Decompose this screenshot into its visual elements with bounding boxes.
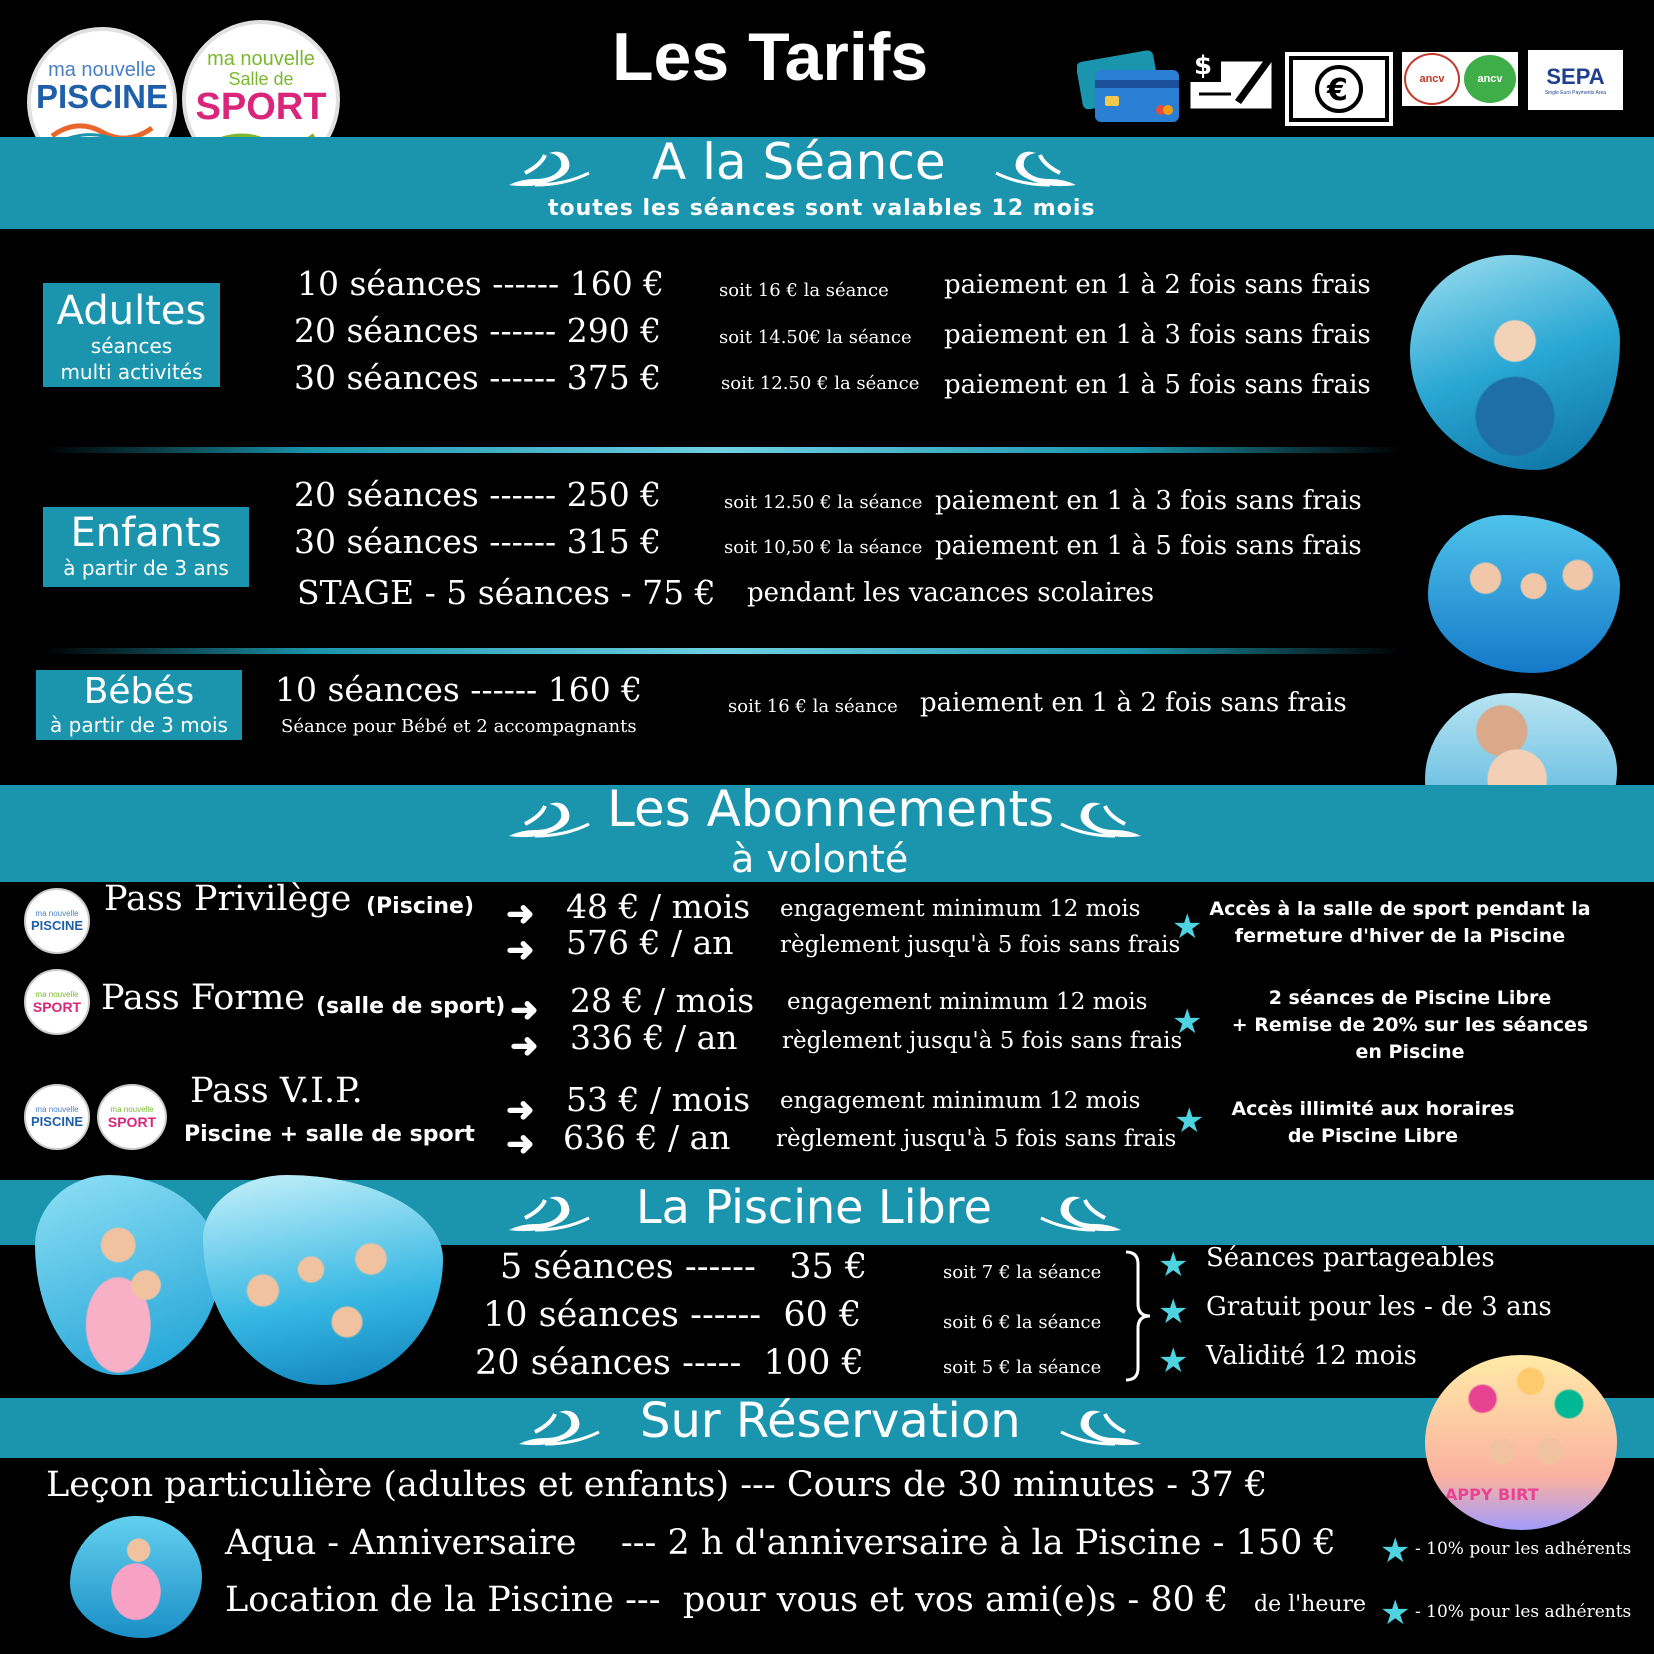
photo-children bbox=[1428, 515, 1620, 673]
logo-piscine-small-line1: ma nouvelle bbox=[35, 909, 79, 918]
category-enfants bbox=[43, 507, 249, 587]
star-icon: ★ bbox=[1172, 1002, 1203, 1042]
category-adultes-label: Adultes bbox=[56, 288, 207, 334]
pass-vip-tag: Piscine + salle de sport bbox=[184, 1122, 475, 1147]
bebes-unit: soit 16 € la séance bbox=[728, 696, 898, 717]
logo-sport-line2: SPORT bbox=[195, 85, 327, 128]
arrow-icon: ➜ bbox=[510, 990, 539, 1030]
pass-vip-name: Pass V.I.P. bbox=[190, 1071, 363, 1111]
pass-privilege-tag: (Piscine) bbox=[366, 894, 475, 919]
sepa-sublabel: Single Euro Payments Area bbox=[1544, 90, 1607, 96]
pass-forme-benefit-line1: 2 séances de Piscine Libre bbox=[1268, 987, 1552, 1009]
adultes-unit-1: soit 16 € la séance bbox=[719, 280, 889, 301]
category-enfants-sub1: à partir de 3 ans bbox=[63, 556, 229, 580]
pass-vip-benefit-line1: Accès illimité aux horaires bbox=[1231, 1098, 1515, 1120]
pass-forme-benefit-line3: en Piscine bbox=[1355, 1041, 1465, 1063]
logo-sport-small bbox=[24, 969, 90, 1035]
logo-piscine-line1: ma nouvelle bbox=[48, 58, 156, 81]
logo-sport-small-line2: SPORT bbox=[32, 998, 82, 1015]
reservation-aqua: Aqua - Anniversaire --- 2 h d'anniversaire à la Piscine - 150 € bbox=[225, 1523, 1336, 1563]
pass-forme-tag: (salle de sport) bbox=[316, 994, 506, 1019]
logo-sport-small-line1: ma nouvelle bbox=[35, 989, 79, 999]
sepa-icon bbox=[1528, 50, 1623, 110]
pass-forme-reglement: règlement jusqu'à 5 fois sans frais bbox=[782, 1028, 1183, 1054]
star-icon: ★ bbox=[1158, 1341, 1189, 1381]
wave-icon bbox=[1055, 1404, 1145, 1454]
bebes-pay: paiement en 1 à 2 fois sans frais bbox=[920, 688, 1347, 718]
adultes-pay-1: paiement en 1 à 2 fois sans frais bbox=[944, 270, 1371, 300]
arrow-icon: ➜ bbox=[506, 1124, 535, 1164]
enfants-unit-1: soit 12.50 € la séance bbox=[724, 492, 923, 513]
logo-piscine-small-line2: PISCINE bbox=[30, 918, 83, 933]
ancv-icon bbox=[1402, 52, 1518, 106]
pass-vip-benefit bbox=[1178, 1096, 1568, 1150]
pass-vip-engagement: engagement minimum 12 mois bbox=[780, 1088, 1141, 1114]
pass-privilege-monthly: 48 € / mois bbox=[566, 887, 751, 926]
arrow-icon: ➜ bbox=[506, 930, 535, 970]
pass-forme-yearly: 336 € / an bbox=[570, 1018, 738, 1057]
pass-vip-monthly: 53 € / mois bbox=[566, 1080, 751, 1119]
wave-icon bbox=[1035, 1190, 1125, 1240]
vip-logo-sport-line2: SPORT bbox=[107, 1113, 157, 1130]
arrow-icon: ➜ bbox=[510, 1026, 539, 1066]
category-bebes-label: Bébés bbox=[83, 671, 195, 712]
star-icon: ★ bbox=[1172, 907, 1203, 947]
sepa-label: SEPA bbox=[1546, 64, 1605, 89]
libre-price-2: 10 séances ------ 60 € bbox=[483, 1295, 862, 1335]
libre-feature-1: Séances partageables bbox=[1206, 1243, 1495, 1273]
pass-forme-benefit bbox=[1215, 985, 1605, 1066]
svg-text:$: $ bbox=[1194, 51, 1213, 81]
star-icon: ★ bbox=[1380, 1531, 1411, 1571]
pass-forme-name: Pass Forme bbox=[101, 978, 305, 1018]
pass-privilege-reglement: règlement jusqu'à 5 fois sans frais bbox=[780, 932, 1181, 958]
separator bbox=[43, 648, 1403, 654]
adultes-pay-2: paiement en 1 à 3 fois sans frais bbox=[944, 320, 1371, 350]
libre-unit-2: soit 6 € la séance bbox=[943, 1312, 1102, 1333]
seance-title: A la Séance bbox=[652, 133, 946, 191]
wave-icon bbox=[505, 796, 595, 846]
pass-vip-reglement: règlement jusqu'à 5 fois sans frais bbox=[776, 1126, 1177, 1152]
libre-feature-2: Gratuit pour les - de 3 ans bbox=[1206, 1292, 1552, 1322]
photo-kids-jump bbox=[203, 1175, 443, 1385]
photo-woman-float bbox=[70, 1516, 202, 1638]
adultes-unit-2: soit 14.50€ la séance bbox=[719, 327, 912, 348]
abonnements-subtitle: à volonté bbox=[731, 837, 909, 881]
libre-feature-3: Validité 12 mois bbox=[1206, 1341, 1417, 1371]
reservation-discount-2: - 10% pour les adhérents bbox=[1415, 1602, 1632, 1622]
logo-sport-line1b: Salle de bbox=[228, 68, 294, 89]
euro-banknote-icon bbox=[1285, 52, 1393, 126]
enfants-price-1: 20 séances ------ 250 € bbox=[294, 475, 662, 514]
page-title: Les Tarifs bbox=[612, 19, 929, 95]
ancv-right-label: ancv bbox=[1477, 73, 1503, 85]
adultes-price-1: 10 séances ------ 160 € bbox=[297, 264, 665, 303]
category-adultes-sub2: multi activités bbox=[60, 360, 203, 384]
pass-privilege-benefit-line1: Accès à la salle de sport pendant la bbox=[1209, 898, 1591, 920]
star-icon: ★ bbox=[1380, 1593, 1411, 1633]
pass-privilege-name: Pass Privilège bbox=[104, 879, 352, 919]
logo-piscine-small bbox=[24, 888, 90, 954]
photo-birthday bbox=[1425, 1355, 1617, 1530]
libre-price-1: 5 séances ------ 35 € bbox=[500, 1247, 868, 1287]
arrow-icon: ➜ bbox=[506, 1090, 535, 1130]
libre-title: La Piscine Libre bbox=[636, 1180, 992, 1234]
vip-logo-piscine-line1: ma nouvelle bbox=[35, 1105, 79, 1114]
photo-family-float bbox=[35, 1175, 220, 1375]
pass-privilege-engagement: engagement minimum 12 mois bbox=[780, 896, 1141, 922]
reservation-title: Sur Réservation bbox=[640, 1393, 1021, 1449]
enfants-stage-note: pendant les vacances scolaires bbox=[747, 578, 1155, 608]
logo-sport-small bbox=[97, 1084, 167, 1150]
enfants-pay-2: paiement en 1 à 5 fois sans frais bbox=[935, 531, 1362, 561]
adultes-pay-3: paiement en 1 à 5 fois sans frais bbox=[944, 370, 1371, 400]
ancv-left-label: ancv bbox=[1419, 73, 1445, 85]
vip-logo-piscine-line2: PISCINE bbox=[30, 1114, 83, 1129]
separator bbox=[43, 447, 1403, 453]
pass-vip-yearly: 636 € / an bbox=[563, 1118, 731, 1157]
enfants-unit-2: soit 10,50 € la séance bbox=[724, 537, 923, 558]
seance-subtitle: toutes les séances sont valables 12 mois bbox=[548, 196, 1096, 221]
category-adultes bbox=[43, 283, 220, 387]
bebes-note: Séance pour Bébé et 2 accompagnants bbox=[281, 716, 637, 737]
reservation-location-unit: de l'heure bbox=[1254, 1592, 1367, 1617]
category-bebes-sub1: à partir de 3 mois bbox=[50, 713, 228, 737]
reservation-lecon: Leçon particulière (adultes et enfants) --- Cours de 30 minutes - 37 € bbox=[46, 1465, 1268, 1505]
logo-sport-line1: ma nouvelle bbox=[207, 47, 315, 70]
enfants-price-2: 30 séances ------ 315 € bbox=[294, 522, 662, 561]
adultes-unit-3: soit 12.50 € la séance bbox=[721, 373, 920, 394]
star-icon: ★ bbox=[1158, 1292, 1189, 1332]
category-adultes-sub1: séances bbox=[90, 334, 173, 358]
abonnements-title: Les Abonnements bbox=[607, 780, 1055, 838]
wave-icon bbox=[515, 1404, 605, 1454]
wave-icon bbox=[505, 145, 595, 195]
reservation-location: Location de la Piscine --- pour vous et vos ami(e)s - 80 € bbox=[225, 1580, 1229, 1620]
credit-card-icon bbox=[1077, 50, 1181, 124]
libre-price-3: 20 séances ----- 100 € bbox=[475, 1343, 864, 1383]
libre-unit-1: soit 7 € la séance bbox=[943, 1262, 1102, 1283]
reservation-discount-1: - 10% pour les adhérents bbox=[1415, 1539, 1632, 1559]
pass-forme-engagement: engagement minimum 12 mois bbox=[787, 989, 1148, 1015]
adultes-price-2: 20 séances ------ 290 € bbox=[294, 311, 662, 350]
category-enfants-label: Enfants bbox=[70, 510, 222, 556]
vip-logo-sport-line1: ma nouvelle bbox=[110, 1104, 154, 1114]
pass-privilege-yearly: 576 € / an bbox=[566, 923, 734, 962]
star-icon: ★ bbox=[1174, 1101, 1205, 1141]
wave-icon bbox=[505, 1190, 595, 1240]
pass-forme-benefit-line2: + Remise de 20% sur les séances bbox=[1231, 1014, 1589, 1036]
arrow-icon: ➜ bbox=[506, 894, 535, 934]
logo-piscine-small bbox=[24, 1084, 90, 1150]
svg-text:€: € bbox=[1327, 73, 1348, 108]
star-icon: ★ bbox=[1158, 1245, 1189, 1285]
enfants-stage: STAGE - 5 séances - 75 € bbox=[297, 573, 716, 612]
check-icon bbox=[1185, 42, 1277, 112]
pass-forme-monthly: 28 € / mois bbox=[570, 981, 755, 1020]
brace-icon bbox=[1122, 1250, 1152, 1382]
libre-unit-3: soit 5 € la séance bbox=[943, 1357, 1102, 1378]
logo-piscine-line2: PISCINE bbox=[35, 77, 169, 115]
pass-vip-benefit-line2: de Piscine Libre bbox=[1287, 1125, 1459, 1147]
adultes-price-3: 30 séances ------ 375 € bbox=[294, 358, 662, 397]
enfants-pay-1: paiement en 1 à 3 fois sans frais bbox=[935, 486, 1362, 516]
birthday-banner: APPY BIRT bbox=[1445, 1485, 1539, 1504]
photo-aquagym bbox=[1410, 255, 1620, 470]
wave-icon bbox=[1055, 796, 1145, 846]
pass-privilege-benefit bbox=[1205, 896, 1595, 950]
category-bebes bbox=[36, 670, 242, 740]
wave-icon bbox=[990, 145, 1080, 195]
bebes-price: 10 séances ------ 160 € bbox=[275, 670, 643, 709]
pass-privilege-benefit-line2: fermeture d'hiver de la Piscine bbox=[1234, 925, 1566, 947]
